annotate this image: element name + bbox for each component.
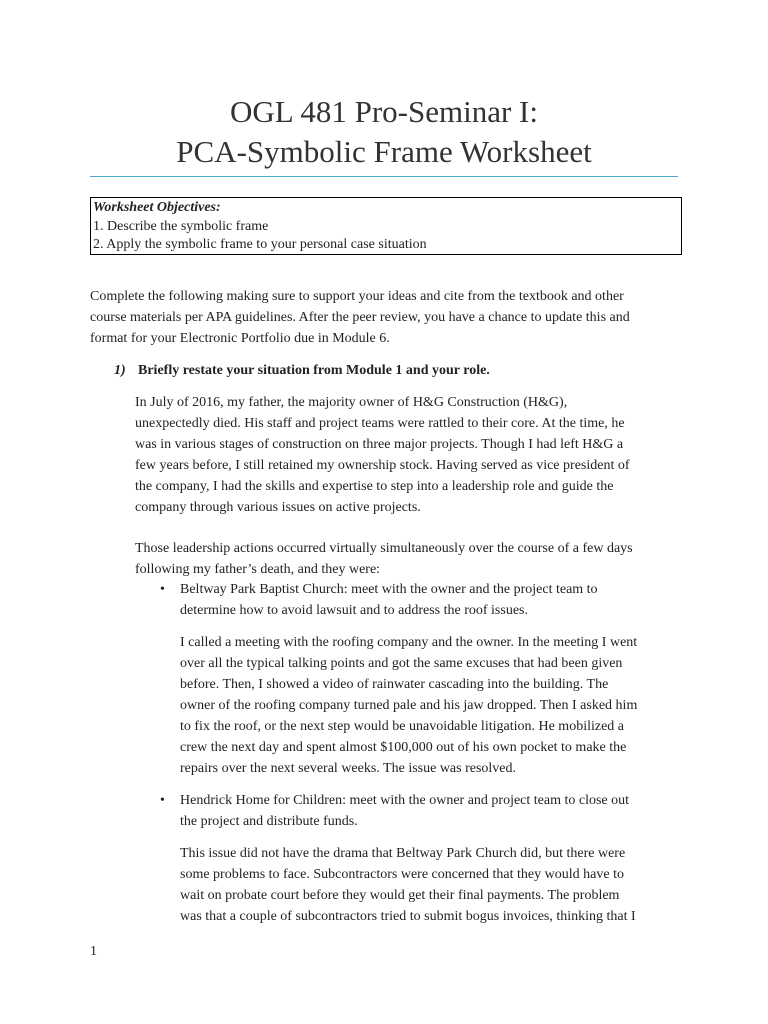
text-line: the company, I had the skills and expertise to step into a leadership role and guide the — [135, 479, 614, 494]
answer-paragraph-2 — [135, 538, 695, 580]
question-number: 1) — [114, 363, 126, 378]
text-line: was that a couple of subcontractors tried to submit bogus invoices, thinking that I — [180, 909, 636, 924]
text-line: to fix the roof, or the next step would be unavoidable litigation. He mobilized a — [180, 719, 625, 734]
question-1 — [114, 360, 490, 381]
page-title-line-1: OGL 481 Pro-Seminar I: — [230, 94, 538, 129]
text-line: This issue did not have the drama that Beltway Park Church did, but there were — [180, 846, 626, 861]
bullet-detail-beltway — [180, 632, 685, 779]
objectives-heading: Worksheet Objectives: — [93, 200, 221, 215]
text-line: before. Then, I showed a video of rainwater cascading into the building. The — [180, 677, 609, 692]
text-line: In July of 2016, my father, the majority owner of H&G Construction (H&G), — [135, 395, 568, 410]
bullet-marker: • — [160, 793, 165, 808]
title-divider — [90, 176, 678, 177]
text-line: Complete the following making sure to support your ideas and cite from the textbook and other — [90, 289, 624, 304]
bullet-item-beltway — [180, 579, 685, 621]
page-title-line-2: PCA-Symbolic Frame Worksheet — [176, 134, 592, 169]
text-line: Those leadership actions occurred virtually simultaneously over the course of a few days — [135, 541, 633, 556]
text-line: wait on probate court before they would get their final payments. The problem — [180, 888, 620, 903]
text-line: over all the typical talking points and got the same excuses that had been given — [180, 656, 623, 671]
objective-item: 2. Apply the symbolic frame to your personal case situation — [93, 237, 427, 252]
text-line: few years before, I still retained my ownership stock. Having served as vice president of — [135, 458, 630, 473]
page-number: 1 — [90, 944, 97, 959]
bullet-detail-hendrick — [180, 843, 685, 927]
text-line: course materials per APA guidelines. After the peer review, you have a chance to update this and — [90, 310, 630, 325]
text-line: repairs over the next several weeks. The issue was resolved. — [180, 761, 517, 776]
text-line: the project and distribute funds. — [180, 814, 358, 829]
text-line: Beltway Park Baptist Church: meet with the owner and the project team to — [180, 582, 598, 597]
text-line: owner of the roofing company turned pale and his jaw dropped. Then I asked him — [180, 698, 638, 713]
answer-paragraph-1 — [135, 392, 695, 518]
text-line: determine how to avoid lawsuit and to address the roof issues. — [180, 603, 528, 618]
text-line: format for your Electronic Portfolio due in Module 6. — [90, 331, 390, 346]
text-line: unexpectedly died. His staff and project teams were rattled to their core. At the time, he — [135, 416, 625, 431]
text-line: some problems to face. Subcontractors were concerned that they would have to — [180, 867, 624, 882]
text-line: crew the next day and spent almost $100,000 out of his own pocket to make the — [180, 740, 627, 755]
text-line: company through various issues on active projects. — [135, 500, 421, 515]
text-line: Hendrick Home for Children: meet with the owner and project team to close out — [180, 793, 630, 808]
text-line: following my father’s death, and they were: — [135, 562, 381, 577]
text-line: I called a meeting with the roofing company and the owner. In the meeting I went — [180, 635, 638, 650]
question-text: Briefly restate your situation from Module 1 and your role. — [138, 363, 490, 378]
text-line: was in various stages of construction on three major projects. Though I had left H&G a — [135, 437, 624, 452]
bullet-marker: • — [160, 582, 165, 597]
objective-item: 1. Describe the symbolic frame — [93, 218, 269, 234]
instructions-paragraph — [90, 286, 690, 349]
bullet-item-hendrick — [180, 790, 685, 832]
objectives-box — [90, 197, 682, 255]
